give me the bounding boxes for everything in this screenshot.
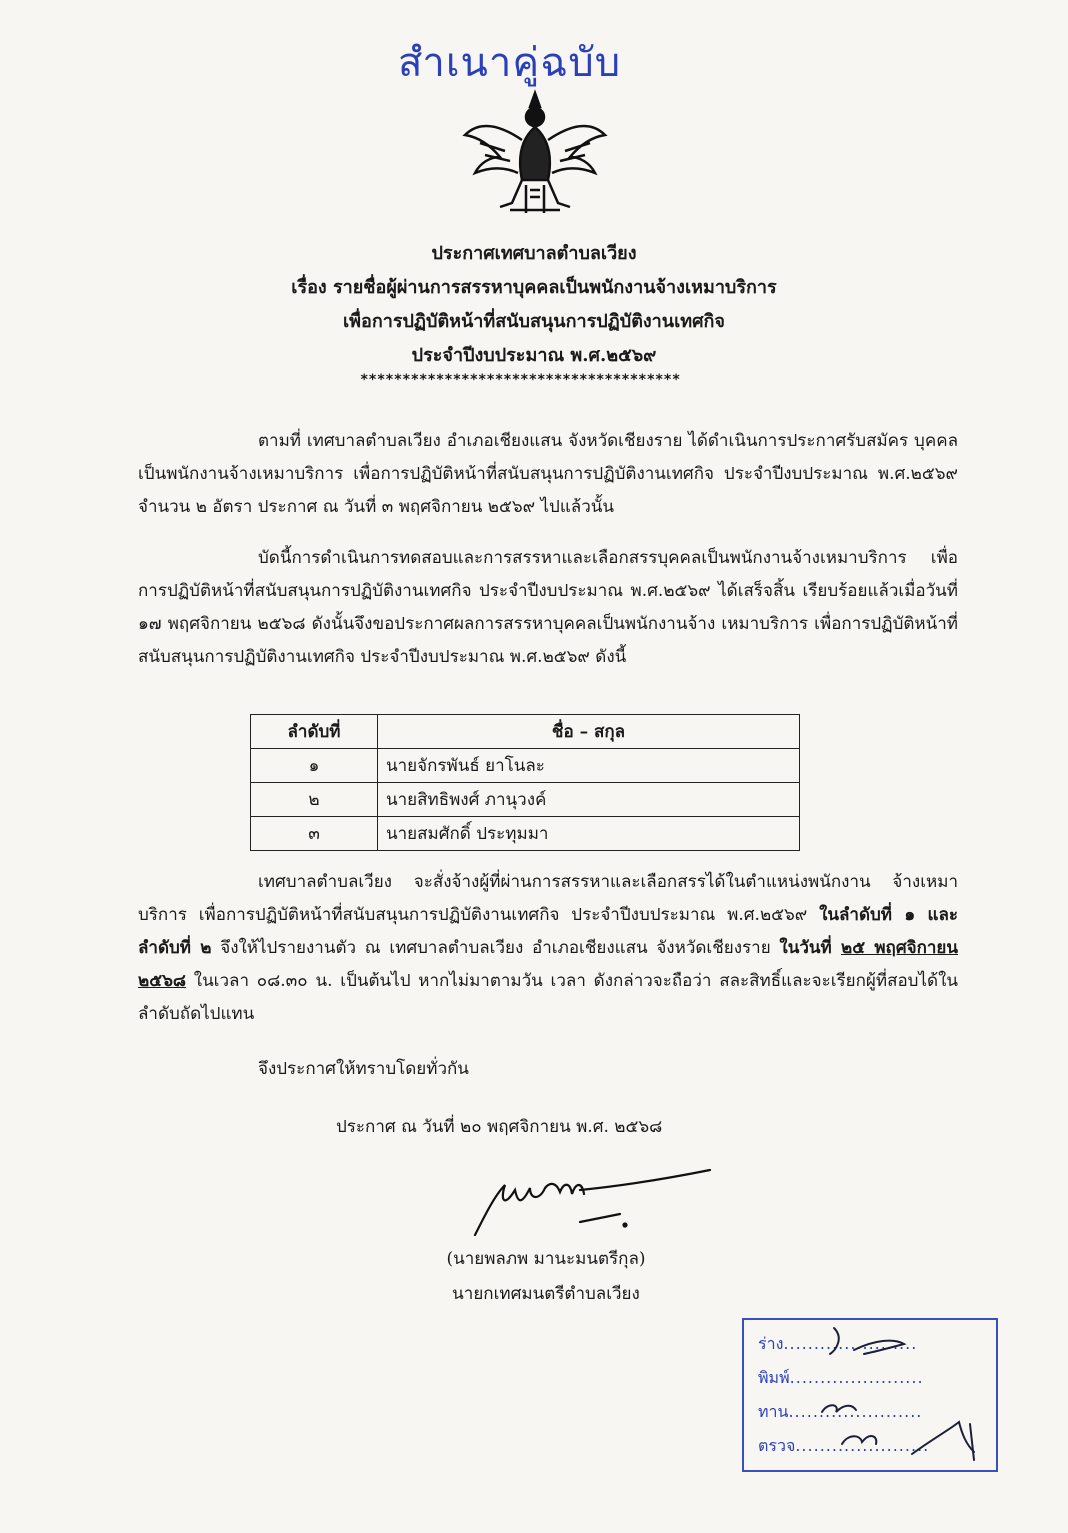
table-row — [251, 817, 800, 851]
paragraph-3 — [138, 866, 958, 1031]
check-checked-dots: ...................... — [795, 1436, 930, 1455]
paragraph-3-part-a: เทศบาลตำบลเวียง จะสั่งจ้างผู้ที่ผ่านการสรรหาและเลือกสรรได้ในตำแหน่งพนักงาน จ้างเหมาบริการ เพื่อการปฏิบัติหน้าที่สนับสนุนการปฏิบัติงานเทศกิจ ประจำปีงบประมาณ พ.ศ.๒๕๖๙ — [138, 872, 958, 925]
row-order: ๑ — [251, 749, 378, 783]
row-name: นายจักรพันธ์ ยาโนละ — [378, 749, 800, 783]
paragraph-3-part-c: ในเวลา ๐๘.๓๐ น. เป็นต้นไป หากไม่มาตามวัน เวลา ดังกล่าวจะถือว่า สละสิทธิ์และจะเรียกผู้ที่สอบได้ในลำดับถัดไปแทน — [138, 971, 958, 1024]
approval-check-box — [742, 1318, 998, 1472]
initials-scribble — [744, 1320, 996, 1470]
heading-line-1: ประกาศเทศบาลตำบลเวียง — [431, 243, 637, 264]
row-name: นายสมศักดิ์ ประทุมมา — [378, 817, 800, 851]
star-divider: ************************************** — [360, 372, 681, 388]
check-draft-label: ร่าง — [758, 1334, 784, 1353]
heading-line-3: เพื่อการปฏิบัติหน้าที่สนับสนุนการปฏิบัติงานเทศกิจ — [343, 311, 725, 332]
table-row — [251, 749, 800, 783]
report-date: ๒๕ พฤศจิกายน ๒๕๖๘ — [138, 938, 959, 991]
check-typed-label: พิมพ์ — [758, 1368, 790, 1387]
check-checked-label: ตรวจ — [758, 1436, 796, 1455]
copy-stamp: สำเนาคู่ฉบับ — [398, 40, 622, 86]
signatory-name: (นายพลภพ มานะมนตรีกุล) — [446, 1249, 646, 1269]
check-reviewed-label: ทาน — [758, 1402, 789, 1421]
signature-scribble — [460, 1160, 720, 1240]
row-order: ๓ — [251, 817, 378, 851]
announcement-date: ประกาศ ณ วันที่ ๒๐ พฤศจิกายน พ.ศ. ๒๕๖๘ — [336, 1117, 663, 1137]
table-row — [251, 783, 800, 817]
paragraph-3-text — [138, 866, 958, 1031]
paragraph-3-bold-order: ในลำดับที่ ๑ และลำดับที่ ๒ — [138, 905, 958, 958]
heading-fiscal-year: ประจำปีงบประมาณ พ.ศ.๒๕๖๙ — [411, 345, 657, 366]
column-order-header: ลำดับที่ — [251, 715, 378, 749]
paragraph-1 — [138, 425, 958, 524]
check-draft-dots: ...................... — [783, 1334, 918, 1353]
paragraph-1-text: ตามที่ เทศบาลตำบลเวียง อำเภอเชียงแสน จังหวัดเชียงราย ได้ดำเนินการประกาศรับสมัคร บุคคลเป็นพนักงานจ้างเหมาบริการ เพื่อการปฏิบัติหน้าที่สนับสนุนการปฏิบัติงานเทศกิจ ประจำปีงบประมาณ พ.ศ.๒๕๖๙ จำนวน ๒ อัตรา ประกาศ ณ วันที่ ๓ พฤศจิกายน ๒๕๖๙ ไปแล้วนั้น — [138, 431, 958, 517]
heading-subject: เรื่อง รายชื่อผู้ผ่านการสรรหาบุคคลเป็นพนักงานจ้างเหมาบริการ — [291, 277, 777, 298]
signatory-title: นายกเทศมนตรีตำบลเวียง — [452, 1284, 640, 1304]
check-typed-dots: ...................... — [789, 1368, 924, 1387]
paragraph-3-date-prefix: ในวันที่ — [779, 938, 841, 958]
column-name-header: ชื่อ – สกุล — [378, 715, 800, 749]
table-header-row — [251, 715, 800, 749]
paragraph-2 — [138, 542, 958, 674]
paragraph-3-part-b: จึงให้ไปรายงานตัว ณ เทศบาลตำบลเวียง อำเภอเชียงแสน จังหวัดเชียงราย — [211, 938, 780, 958]
row-order: ๒ — [251, 783, 378, 817]
closing-line: จึงประกาศให้ทราบโดยทั่วกัน — [258, 1059, 469, 1079]
garuda-emblem-icon — [460, 85, 610, 220]
check-reviewed-dots: ...................... — [788, 1402, 923, 1421]
row-name: นายสิทธิพงศ์ ภานุวงค์ — [378, 783, 800, 817]
results-table — [250, 714, 800, 851]
paragraph-2-text: บัดนี้การดำเนินการทดสอบและการสรรหาและเลือกสรรบุคคลเป็นพนักงานจ้างเหมาบริการ เพื่อการปฏิบัติหน้าที่สนับสนุนการปฏิบัติงานเทศกิจ ประจำปีงบประมาณ พ.ศ.๒๕๖๙ ได้เสร็จสิ้น เรียบร้อยแล้วเมื่อวันที่ ๑๗ พฤศจิกายน ๒๕๖๘ ดังนั้นจึงขอประกาศผลการสรรหาบุคคลเป็นพนักงานจ้าง เหมาบริการ เพื่อการปฏิบัติหน้าที่สนับสนุนการปฏิบัติงานเทศกิจ ประจำปีงบประมาณ พ.ศ.๒๕๖๙ ดังนี้ — [138, 548, 958, 667]
